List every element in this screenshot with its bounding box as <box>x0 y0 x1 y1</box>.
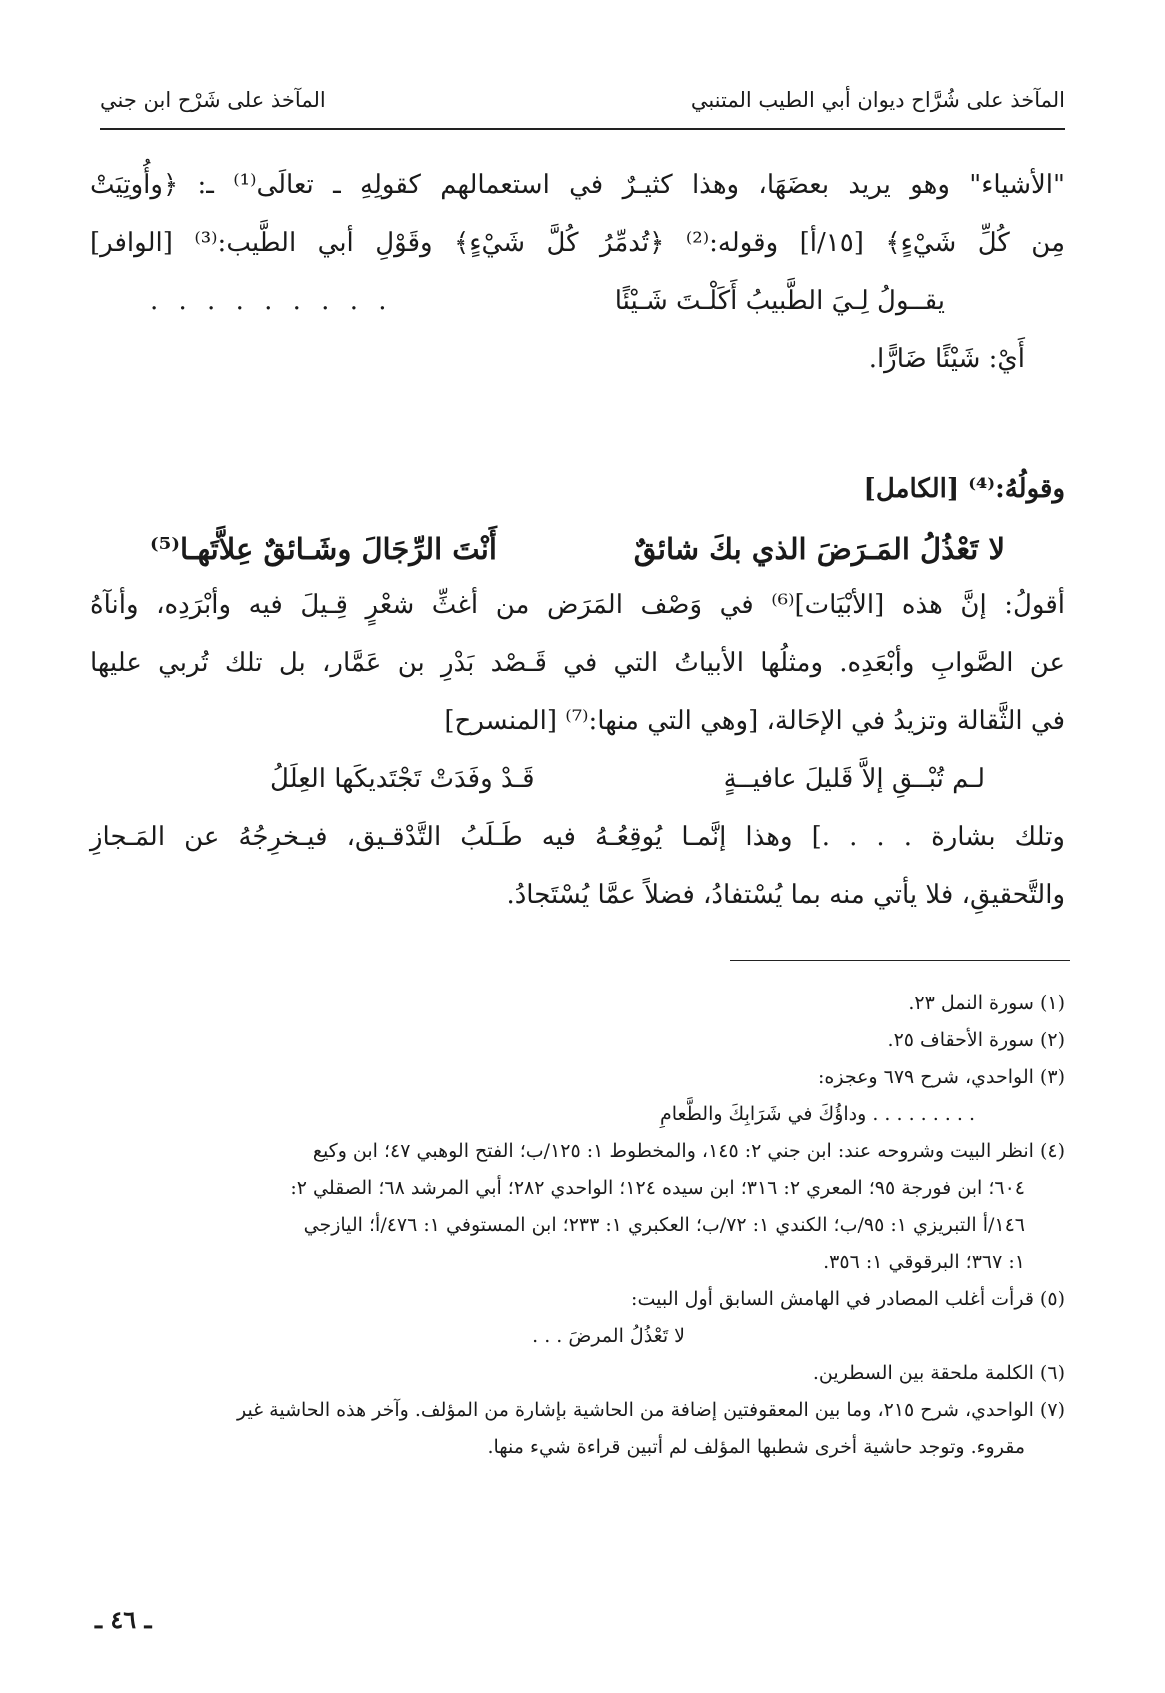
verse-second-hemistich: قَـدْ وفَدَتْ تَجْتَديكَها العِلَلُ <box>270 764 535 794</box>
paragraph-line: أقولُ: إنَّ هذه [الأبْيَات]⁽⁶⁾ في وَصْف المَرَض من أغثِّ شعْرٍ قِـيلَ فيه وأبْرَدِه، وأنآهُ <box>90 590 1066 620</box>
verse-second-hemistich: . . . . . . . . . <box>150 286 393 316</box>
footnotes <box>100 985 1065 1466</box>
verse <box>90 764 1065 822</box>
footnote: (٦) الكلمة ملحقة بين السطرين. <box>812 1362 1065 1384</box>
verse-first-hemistich: لا تَعْذُلُ المَـرَضَ الذي بكَ شائقٌ <box>633 532 1005 566</box>
footnote-continuation: ١٤٦/أ التبريزي ١: ٩٥/ب؛ الكندي ١: ٧٢/ب؛ العكبري ١: ٢٣٣؛ ابن المستوفي ١: ٤٧٦/أ؛ اليازجي <box>303 1214 1025 1236</box>
page-number: ـ ٤٦ ـ <box>95 1605 152 1634</box>
paragraph-line: في الثَّقالة وتزيدُ في الإحَالة، [وهي التي منها:⁽⁷⁾ [المنسرح] <box>444 706 1065 736</box>
verse-first-hemistich: لـم تُبْــقِ إلاَّ قَليلَ عافيــةٍ <box>723 764 985 794</box>
header-section-title: المآخذ على شَرْح ابن جني <box>100 88 326 112</box>
verse-intro <box>90 474 1065 532</box>
paragraph-line: مِن كُلِّ شَيْءٍ﴾ [١٥/أ] وقوله:⁽²⁾ ﴿تُدمِّرُ كُلَّ شَيْءٍ﴾ وقَوْلِ أبي الطَّيب:⁽³⁾ [الوافر] <box>90 228 1066 258</box>
footnote-verse: لا تَعْذُلُ المرضَ . . . <box>532 1325 685 1347</box>
footnote-verse: . . . . . . . . . وداؤُكَ في شَرَابِكَ والطَّعامِ <box>659 1103 975 1125</box>
footnote: (٥) قرأت أغلب المصادر في الهامش السابق أول البيت: <box>631 1288 1065 1310</box>
verse <box>90 532 1065 590</box>
verse <box>90 286 1065 344</box>
main-text <box>90 170 1065 938</box>
paragraph-line: والتَّحقيقِ، فلا يأتي منه بما يُسْتفادُ، فضلاً عمَّا يُسْتَجادُ. <box>506 880 1065 910</box>
verse-second-hemistich: أَنْتَ الرِّجَالَ وشَـائقٌ عِلاَّتَهـا⁽⁵⁾ <box>150 532 497 566</box>
footnote-continuation: مقروء. وتوجد حاشية أخرى شطبها المؤلف لم أتبين قراءة شيء منها. <box>487 1436 1025 1458</box>
footnote-continuation: ١: ٣٦٧؛ البرقوقي ١: ٣٥٦. <box>823 1251 1025 1273</box>
footnote: (١) سورة النمل ٢٣. <box>908 992 1065 1014</box>
running-header <box>100 88 1065 130</box>
footnote-separator <box>730 960 1070 961</box>
footnote: (٤) انظر البيت وشروحه عند: ابن جني ٢: ١٤٥، والمخطوط ١: ١٢٥/ب؛ الفتح الوهبي ٤٧؛ ابن وكيع <box>312 1140 1065 1162</box>
paragraph-line: وتلك بشارة . . . .] وهذا إنَّمـا يُوقِعُـهُ فيه طَـلَبُ التَّدْقـيق، فيـخرِجُهُ عن المَـجازِ <box>90 822 1065 852</box>
verse-intro-text: وقولُهُ:⁽⁴⁾ [الكامل] <box>863 474 1065 504</box>
header-book-title: المآخذ على شُرَّاح ديوان أبي الطيب المتنبي <box>690 88 1065 112</box>
paragraph-line: أَيْ: شَيْئًا ضَارًّا. <box>868 344 1025 374</box>
footnote: (٣) الواحدي، شرح ٦٧٩ وعجزه: <box>817 1066 1065 1088</box>
footnote-continuation: ٦٠٤؛ ابن فورجة ٩٥؛ المعري ٢: ٣١٦؛ ابن سيده ١٢٤؛ الواحدي ٢٨٢؛ أبي المرشد ٦٨؛ الصقلي ٢: <box>290 1177 1025 1199</box>
paragraph-line: عن الصَّوابِ وأبْعَدِه. ومثلُها الأبياتُ التي في قَـصْد بَدْرِ بن عَمَّار، بل تلك تُربي عليها <box>90 648 1065 678</box>
footnote: (٧) الواحدي، شرح ٢١٥، وما بين المعقوفتين إضافة من الحاشية بإشارة من المؤلف. وآخر هذه الحاشية غير <box>236 1399 1065 1421</box>
paragraph-line: "الأشياء" وهو يريد بعضَهَا، وهذا كثيـرٌ في استعمالهم كقولِهِ ـ تعالَى⁽¹⁾ ـ: ﴿وأُوتِيَتْ <box>90 170 1065 200</box>
verse-first-hemistich: يقــولُ لِـيَ الطَّبيبُ أَكَلْـتَ شَـيْئًا <box>614 286 945 316</box>
footnote: (٢) سورة الأحقاف ٢٥. <box>887 1029 1065 1051</box>
